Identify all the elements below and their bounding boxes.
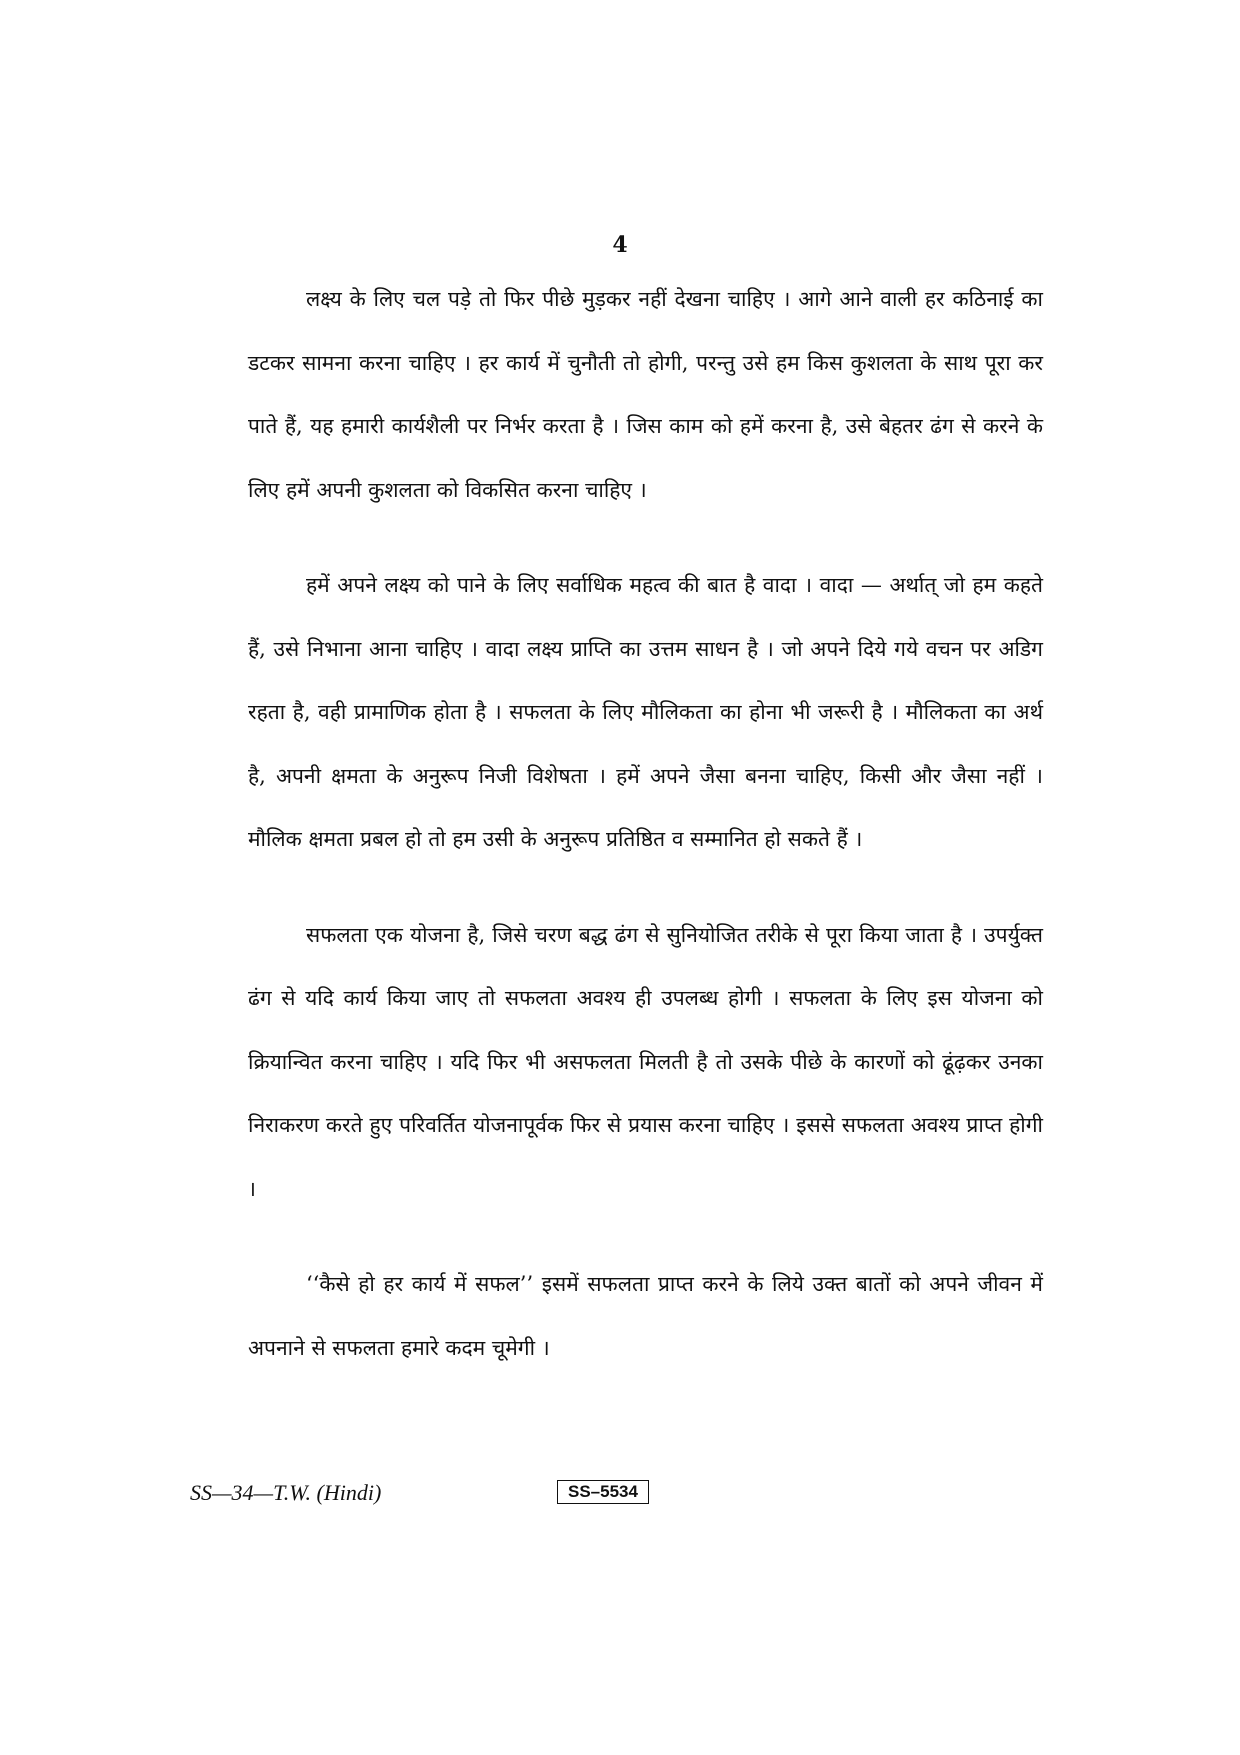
page-footer [190, 1480, 1050, 1516]
boxed-paper-code: SS–5534 [557, 1480, 649, 1504]
paragraph-4: ‘‘कैसे हो हर कार्य में सफल’’ इसमें सफलता प्राप्त करने के लिये उक्त बातों को अपने जीवन में अपनाने से सफलता हमारे कदम चूमेगी । [248, 1272, 1043, 1360]
body-text [248, 268, 1043, 1412]
paper-code: SS—34—T.W. (Hindi) [190, 1480, 382, 1505]
paragraph-3: सफलता एक योजना है, जिसे चरण बद्ध ढंग से सुनियोजित तरीके से पूरा किया जाता है । उपर्युक्त ढंग से यदि कार्य किया जाए तो सफलता अवश्य ही उपलब्ध होगी । सफलता के लिए इस योजना को क्रियान्वित करना चाहिए । यदि फिर भी असफलता मिलती है तो उसके पीछे के कारणों को ढूंढ़कर उनका निराकरण करते हुए परिवर्तित योजनापूर्वक फिर से प्रयास करना चाहिए । इससे सफलता अवश्य प्राप्त होगी । [248, 922, 1043, 1201]
page-number: 4 [612, 232, 628, 258]
paragraph-1: लक्ष्य के लिए चल पड़े तो फिर पीछे मुड़कर नहीं देखना चाहिए । आगे आने वाली हर कठिनाई का डटकर सामना करना चाहिए । हर कार्य में चुनौती तो होगी, परन्तु उसे हम किस कुशलता के साथ पूरा कर पाते हैं, यह हमारी कार्यशैली पर निर्भर करता है । जिस काम को हमें करना है, उसे बेहतर ढंग से करने के लिए हमें अपनी कुशलता को विकसित करना चाहिए । [248, 287, 1043, 502]
paragraph-2: हमें अपने लक्ष्य को पाने के लिए सर्वाधिक महत्व की बात है वादा । वादा — अर्थात् जो हम कहते हैं, उसे निभाना आना चाहिए । वादा लक्ष्य प्राप्ति का उत्तम साधन है । जो अपने दिये गये वचन पर अडिग रहता है, वही प्रामाणिक होता है । सफलता के लिए मौलिकता का होना भी जरूरी है । मौलिकता का अर्थ है, अपनी क्षमता के अनुरूप निजी विशेषता । हमें अपने जैसा बनना चाहिए, किसी और जैसा नहीं । मौलिक क्षमता प्रबल हो तो हम उसी के अनुरूप प्रतिष्ठित व सम्मानित हो सकते हैं । [248, 573, 1043, 851]
